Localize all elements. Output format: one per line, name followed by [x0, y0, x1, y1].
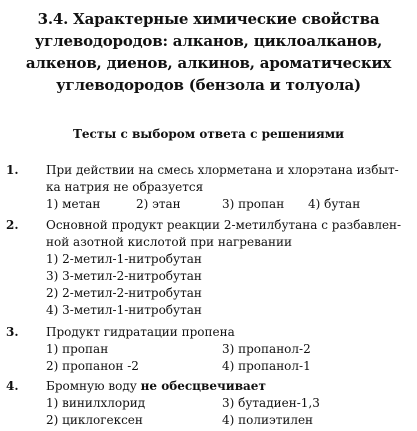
question-text-emphasis: не обесцвечивает	[140, 379, 266, 393]
question-text-line	[46, 378, 408, 395]
question-text	[46, 324, 408, 341]
answer-option[interactable]: 4) 3-метил-1-нитробутан	[46, 303, 202, 317]
section-title-line: 3.4. Характерные химические свойства	[37, 10, 380, 28]
question-text-line: ной азотной кислотой при нагревании	[46, 235, 292, 249]
question-2	[0, 217, 417, 319]
question-1	[0, 162, 417, 210]
answer-option[interactable]: 2) 2-метил-2-нитробутан	[46, 286, 202, 300]
answer-option[interactable]: 2) циклогексен	[46, 413, 143, 427]
answer-option[interactable]: 3) 3-метил-2-нитробутан	[46, 269, 202, 283]
answer-option[interactable]: 1) 2-метил-1-нитробутан	[46, 252, 202, 266]
question-number: 2.	[6, 218, 19, 232]
question-number: 1.	[6, 163, 19, 177]
question-text	[46, 378, 408, 395]
question-text-line: Основной продукт реакции 2-метилбутана с разбавлен-	[46, 218, 402, 232]
question-text	[46, 162, 408, 196]
answer-options	[46, 251, 202, 319]
tests-subtitle: Тесты с выбором ответа с решениями	[72, 127, 345, 141]
question-text	[46, 217, 408, 251]
answer-option[interactable]: 4) полиэтилен	[222, 413, 314, 427]
answer-options	[46, 196, 408, 213]
answer-option[interactable]: 4) пропанол-1	[222, 359, 311, 373]
question-3	[0, 324, 417, 376]
answer-option[interactable]: 3) пропан	[222, 197, 285, 211]
question-text-line: При действии на смесь хлорметана и хлорэтана избыт-	[46, 163, 399, 177]
answer-option[interactable]: 1) винилхлорид	[46, 396, 146, 410]
answer-option[interactable]: 3) пропанол-2	[222, 342, 311, 356]
answer-option[interactable]: 3) бутадиен-1,3	[222, 396, 320, 410]
question-text-line: ка натрия не образуется	[46, 180, 204, 194]
question-text-plain: Бромную воду	[46, 379, 141, 393]
question-text-line: Продукт гидратации пропена	[46, 325, 235, 339]
question-4	[0, 378, 417, 430]
answer-option[interactable]: 2) этан	[136, 197, 181, 211]
section-title	[6, 8, 411, 96]
answer-option[interactable]: 1) метан	[46, 197, 101, 211]
question-number: 4.	[6, 379, 19, 393]
question-number: 3.	[6, 325, 19, 339]
section-title-line: алкенов, диенов, алкинов, ароматических	[25, 54, 392, 72]
answer-option[interactable]: 2) пропанон -2	[46, 359, 139, 373]
answer-option[interactable]: 1) пропан	[46, 342, 109, 356]
section-title-line: углеводородов (бензола и толуола)	[56, 76, 361, 94]
section-title-line: углеводородов: алканов, циклоалканов,	[34, 32, 383, 50]
answer-option[interactable]: 4) бутан	[308, 197, 361, 211]
